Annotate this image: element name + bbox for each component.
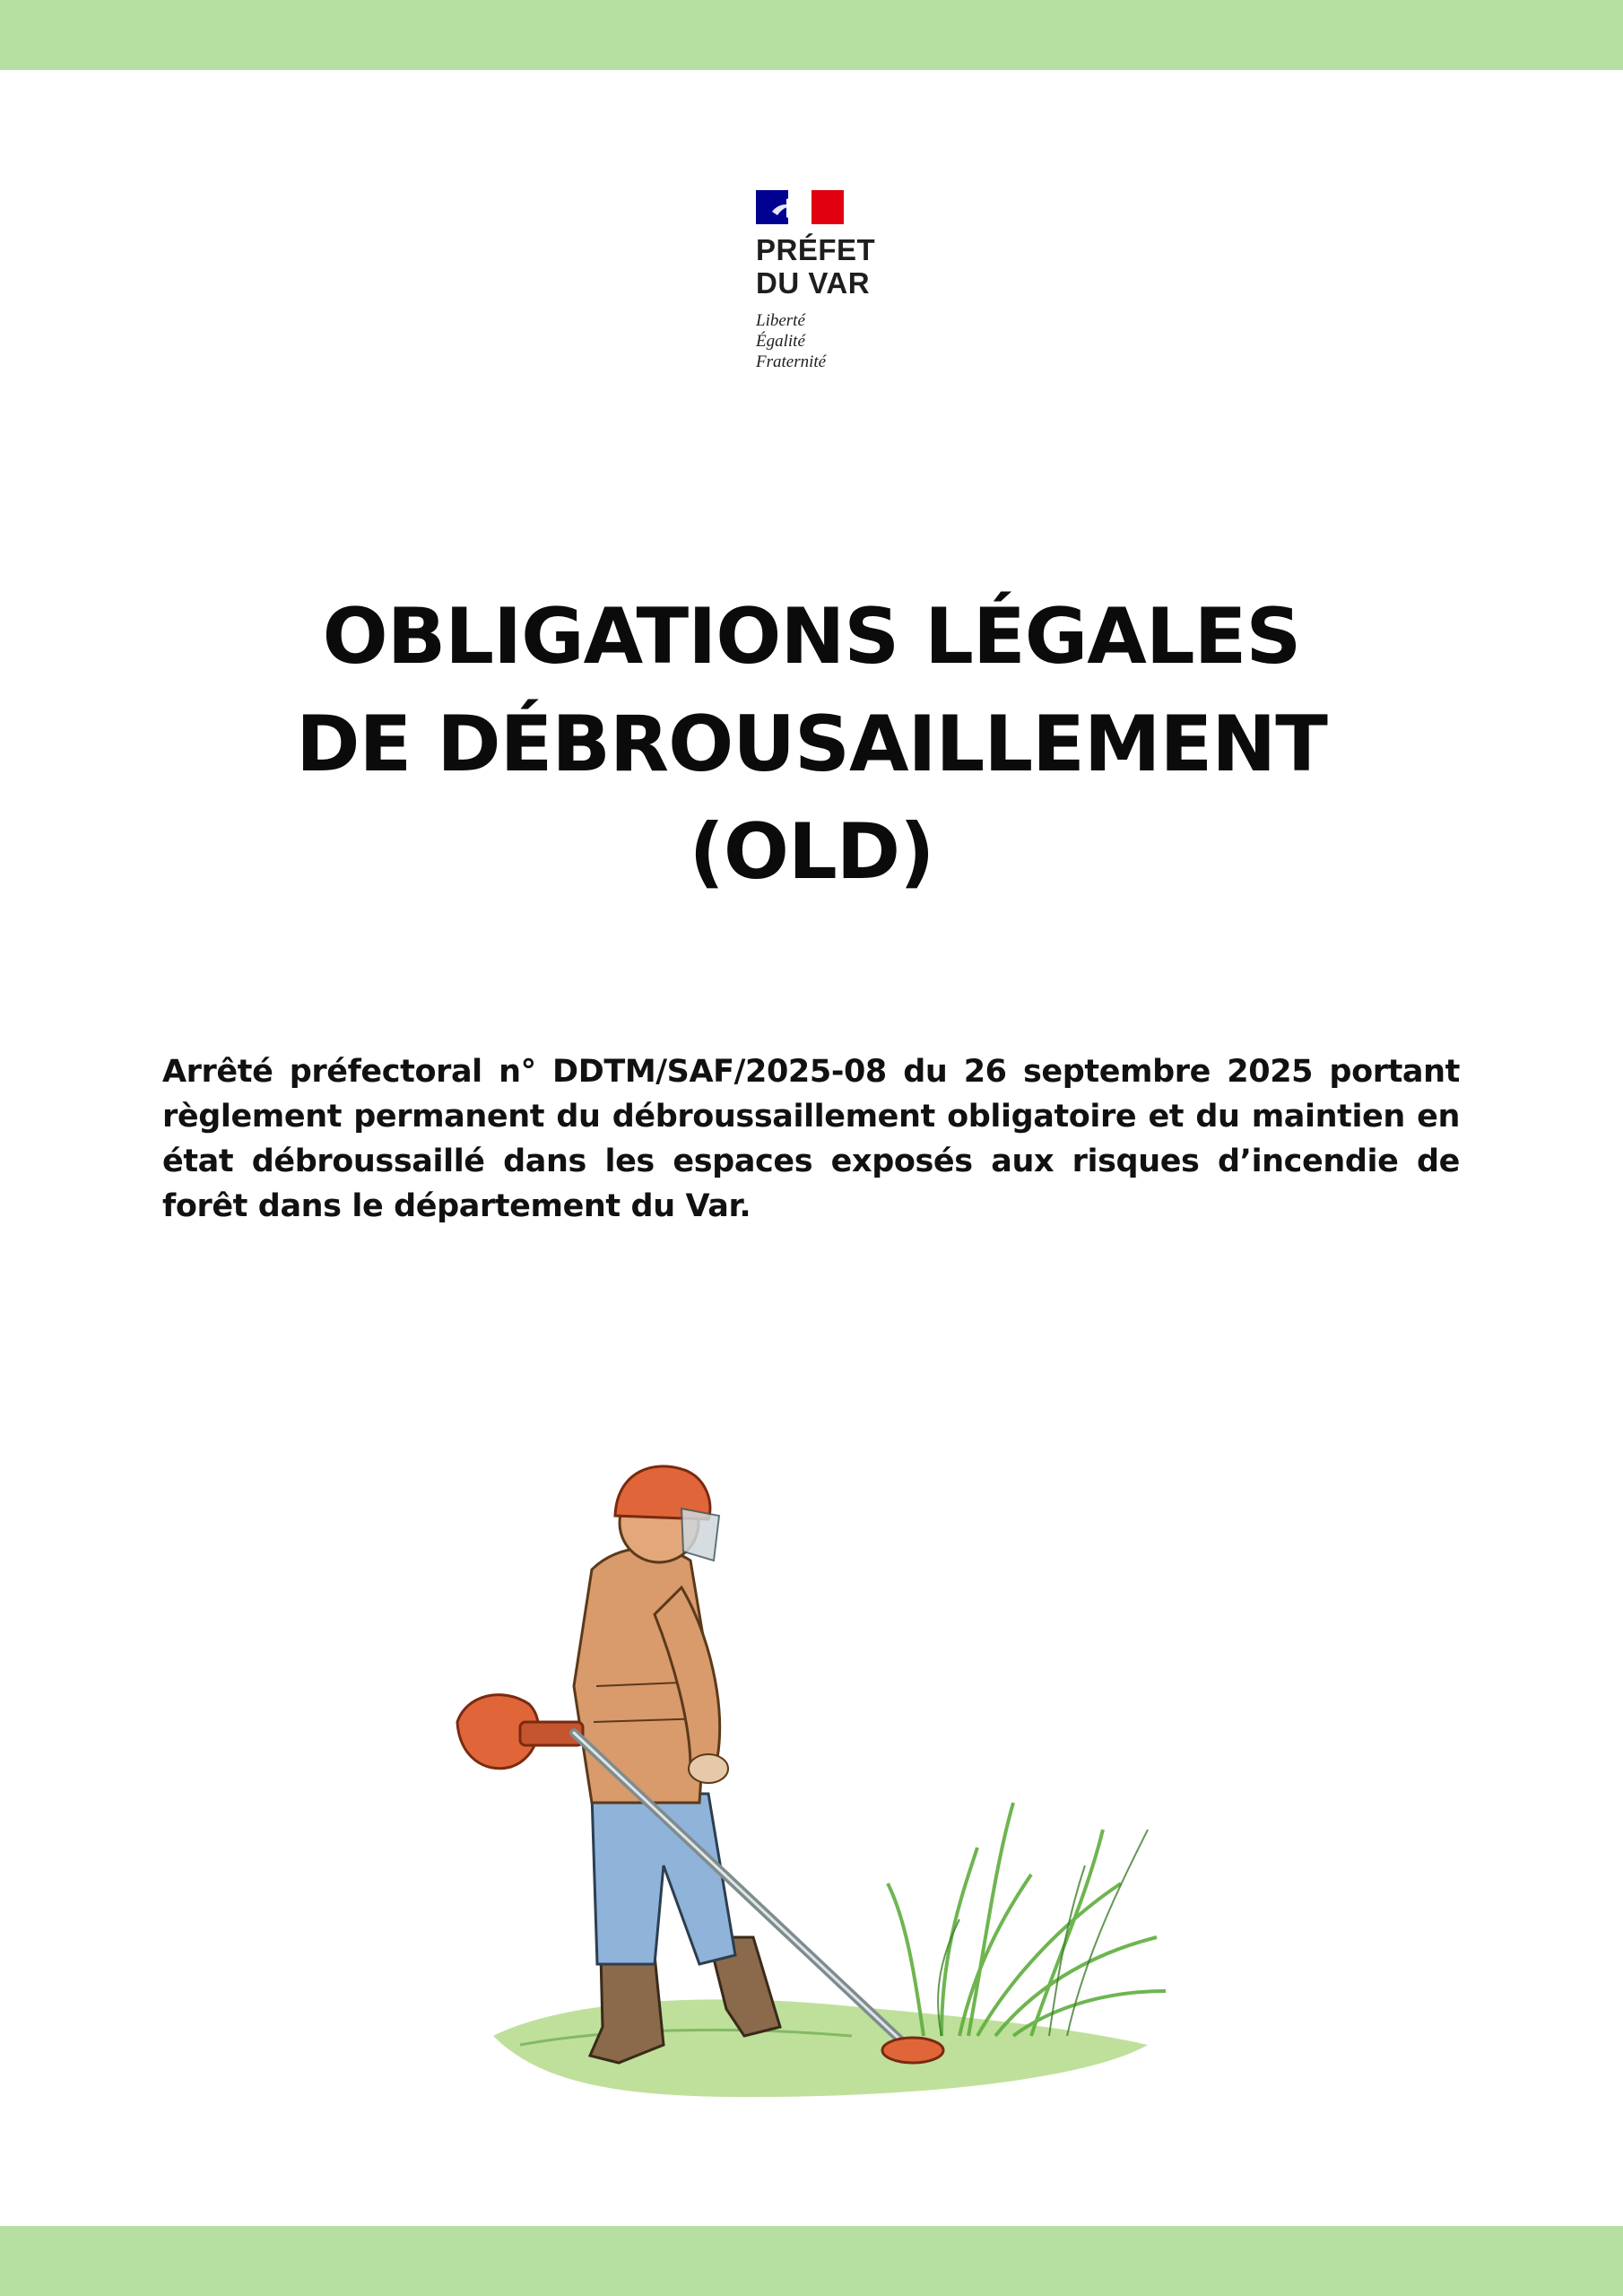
title-line-1: OBLIGATIONS LÉGALES (322, 592, 1301, 682)
top-green-band (0, 0, 1623, 70)
motto-fraternite: Fraternité (756, 352, 827, 371)
brushcutter-worker-illustration (439, 1453, 1184, 2108)
republic-motto (756, 310, 917, 372)
motto-liberte: Liberté (756, 311, 805, 330)
decree-reference: Arrêté préfectoral n° DDTM/SAF/2025-08 du 26 septembre 2025 portant règlement permanent du débroussaillement obligatoire et du maintien en état débroussaillé dans les espaces exposés aux risques d’incendie de forêt dans le département du Var. (162, 1054, 1460, 1224)
prefet-du-var-logo (756, 190, 917, 372)
title-line-3: (OLD) (689, 807, 934, 897)
motto-egalite: Égalité (756, 332, 805, 351)
document-title (0, 583, 1623, 906)
marianne-flag-icon (756, 190, 844, 224)
bottom-green-band (0, 2226, 1623, 2296)
title-line-2: DE DÉBROUSAILLEMENT (296, 700, 1327, 789)
prefet-title: PRÉFET DU VAR (756, 233, 876, 300)
